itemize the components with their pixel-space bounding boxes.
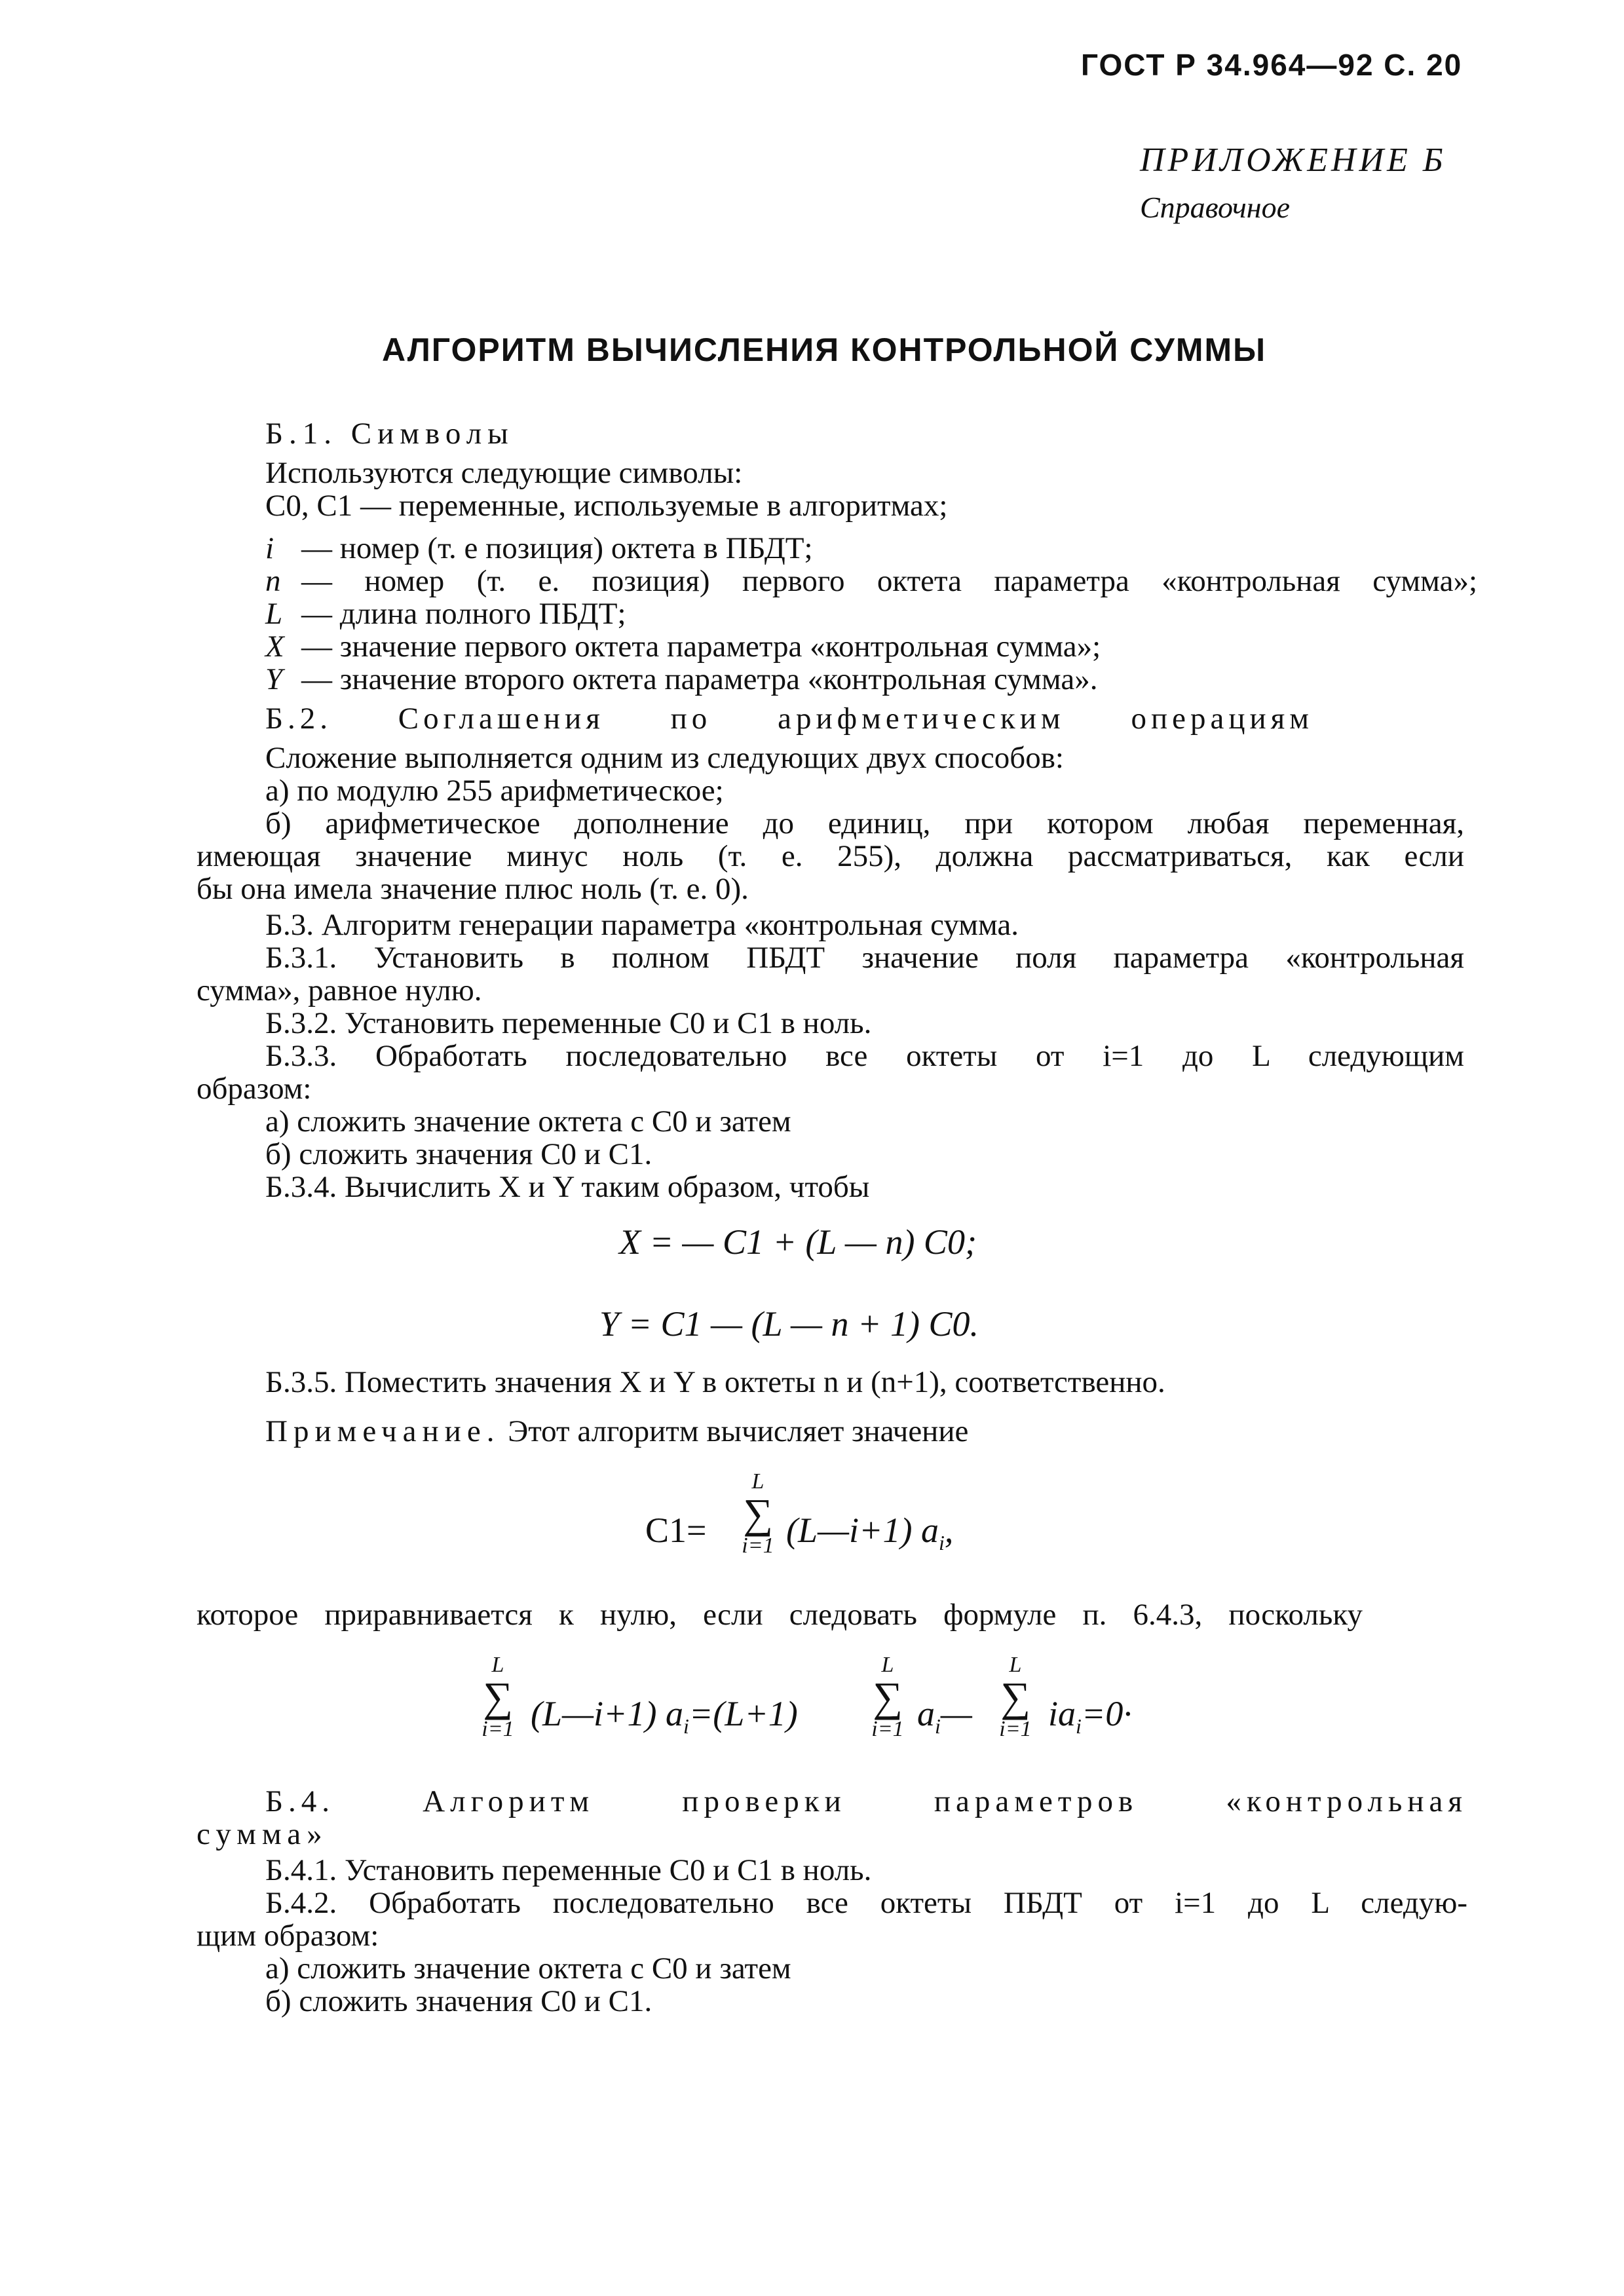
note-text: Этот алгоритм вычисляет значение xyxy=(508,1414,969,1448)
b3-3-line2: образом: xyxy=(197,1072,312,1106)
b1-item-c0c1: C0, C1 — переменные, используемые в алгоритмах; xyxy=(265,489,948,523)
b3-3-item-a: а) сложить значение октета с C0 и затем xyxy=(265,1104,791,1139)
b4-2-item-a: а) сложить значение октета с C0 и затем xyxy=(265,1951,791,1985)
b3-4: Б.3.4. Вычислить X и Y таким образом, чтобы xyxy=(265,1170,870,1204)
b1-intro: Используются следующие символы: xyxy=(265,456,743,490)
sum-upper-limit: L xyxy=(751,1469,765,1494)
sum-symbol: L ∑ i=1 xyxy=(996,1654,1035,1741)
b4-1: Б.4.1. Установить переменные C0 и C1 в ноль. xyxy=(265,1853,872,1887)
symbol-i: i xyxy=(265,531,274,565)
equation-sum-part1: (L—i+1) $a_i=(L+1)$ xyxy=(531,1694,798,1738)
page-header: ГОСТ Р 34.964—92 С. 20 xyxy=(1081,48,1463,82)
b1-item-X: — значение первого октета параметра «контрольная сумма»; xyxy=(301,630,1101,664)
section-b4-heading-line2: сумма» xyxy=(197,1817,328,1851)
symbol-Y: Y xyxy=(265,662,283,696)
sum-lower-limit: i=1 xyxy=(742,1534,774,1558)
b3-5: Б.3.5. Поместить значения X и Y в октеты n и (n+1), соответственно. xyxy=(265,1365,1165,1399)
section-b3-heading: Б.3. Алгоритм генерации параметра «контрольная сумма. xyxy=(265,908,1019,942)
b4-2-item-b: б) сложить значения C0 и C1. xyxy=(265,1984,652,2018)
appendix-label: ПРИЛОЖЕНИЕ Б xyxy=(1140,141,1446,179)
b4-2-line2: щим образом: xyxy=(197,1919,379,1953)
symbol-X: X xyxy=(265,630,284,664)
equation-c1-lhs: C1= xyxy=(645,1511,707,1550)
appendix-reference: Справочное xyxy=(1140,191,1291,224)
sum-symbol xyxy=(738,1471,778,1557)
sigma-icon: ∑ xyxy=(483,1674,513,1720)
b1-item-i: — номер (т. е позиция) октета в ПБДТ; xyxy=(301,531,813,565)
page-title: АЛГОРИТМ ВЫЧИСЛЕНИЯ КОНТРОЛЬНОЙ СУММЫ xyxy=(382,331,1267,368)
sum-symbol: L ∑ i=1 xyxy=(868,1654,907,1741)
note-label: Примечание. xyxy=(265,1414,500,1448)
b4-2-line1: Б.4.2. Обработать последовательно все октеты ПБДТ от i=1 до L следую- xyxy=(265,1886,1467,1920)
b3-3-item-b: б) сложить значения C0 и C1. xyxy=(265,1137,652,1171)
b3-1-line2: сумма», равное нулю. xyxy=(197,973,482,1007)
b3-3-line1: Б.3.3. Обработать последовательно все октеты от i=1 до L следующим xyxy=(265,1039,1464,1073)
symbol-L: L xyxy=(265,597,283,631)
sum-symbol: L ∑ i=1 xyxy=(478,1654,518,1741)
section-b4-heading-line1: Б.4. Алгоритм проверки параметров «контрольная xyxy=(265,1784,1467,1818)
section-b2-heading: Б.2. Соглашения по арифметическим операциям xyxy=(265,702,1313,736)
b2-item-b-line3: бы она имела значение плюс ноль (т. е. 0). xyxy=(197,872,749,906)
equation-sum-part3: $ia_i=0\cdot$ xyxy=(1048,1694,1132,1738)
equation-x: X = — C1 + (L — n) C0; xyxy=(619,1222,977,1262)
b2-item-b-line2: имеющая значение минус ноль (т. е. 255), должна рассматриваться, как если xyxy=(197,839,1464,873)
equation-c1-rhs: (L—i+1) $a_i$, xyxy=(786,1511,954,1554)
b1-item-L: — длина полного ПБДТ; xyxy=(301,597,626,631)
sigma-icon: ∑ xyxy=(743,1490,773,1537)
sigma-icon: ∑ xyxy=(1000,1674,1030,1720)
b3-1-line1: Б.3.1. Установить в полном ПБДТ значение поля параметра «контрольная xyxy=(265,941,1464,975)
b2-intro: Сложение выполняется одним из следующих двух способов: xyxy=(265,741,1064,775)
equation-y: Y = C1 — (L — n + 1) C0. xyxy=(599,1304,979,1344)
b1-item-n: — номер (т. е. позиция) первого октета параметра «контрольная сумма»; xyxy=(301,564,1477,598)
b2-item-b-line1: б) арифметическое дополнение до единиц, при котором любая переменная, xyxy=(265,806,1464,840)
b3-2: Б.3.2. Установить переменные C0 и C1 в ноль. xyxy=(265,1006,872,1040)
b2-item-a: а) по модулю 255 арифметическое; xyxy=(265,774,724,808)
section-b1-heading: Б.1. Символы xyxy=(265,417,514,451)
note-after: которое приравнивается к нулю, если следовать формуле п. 6.4.3, поскольку xyxy=(197,1598,1363,1632)
equation-sum-part2: $a_i—$ xyxy=(917,1694,972,1738)
b1-item-Y: — значение второго октета параметра «контрольная сумма». xyxy=(301,662,1098,696)
symbol-n: n xyxy=(265,564,281,598)
sigma-icon: ∑ xyxy=(873,1674,903,1720)
